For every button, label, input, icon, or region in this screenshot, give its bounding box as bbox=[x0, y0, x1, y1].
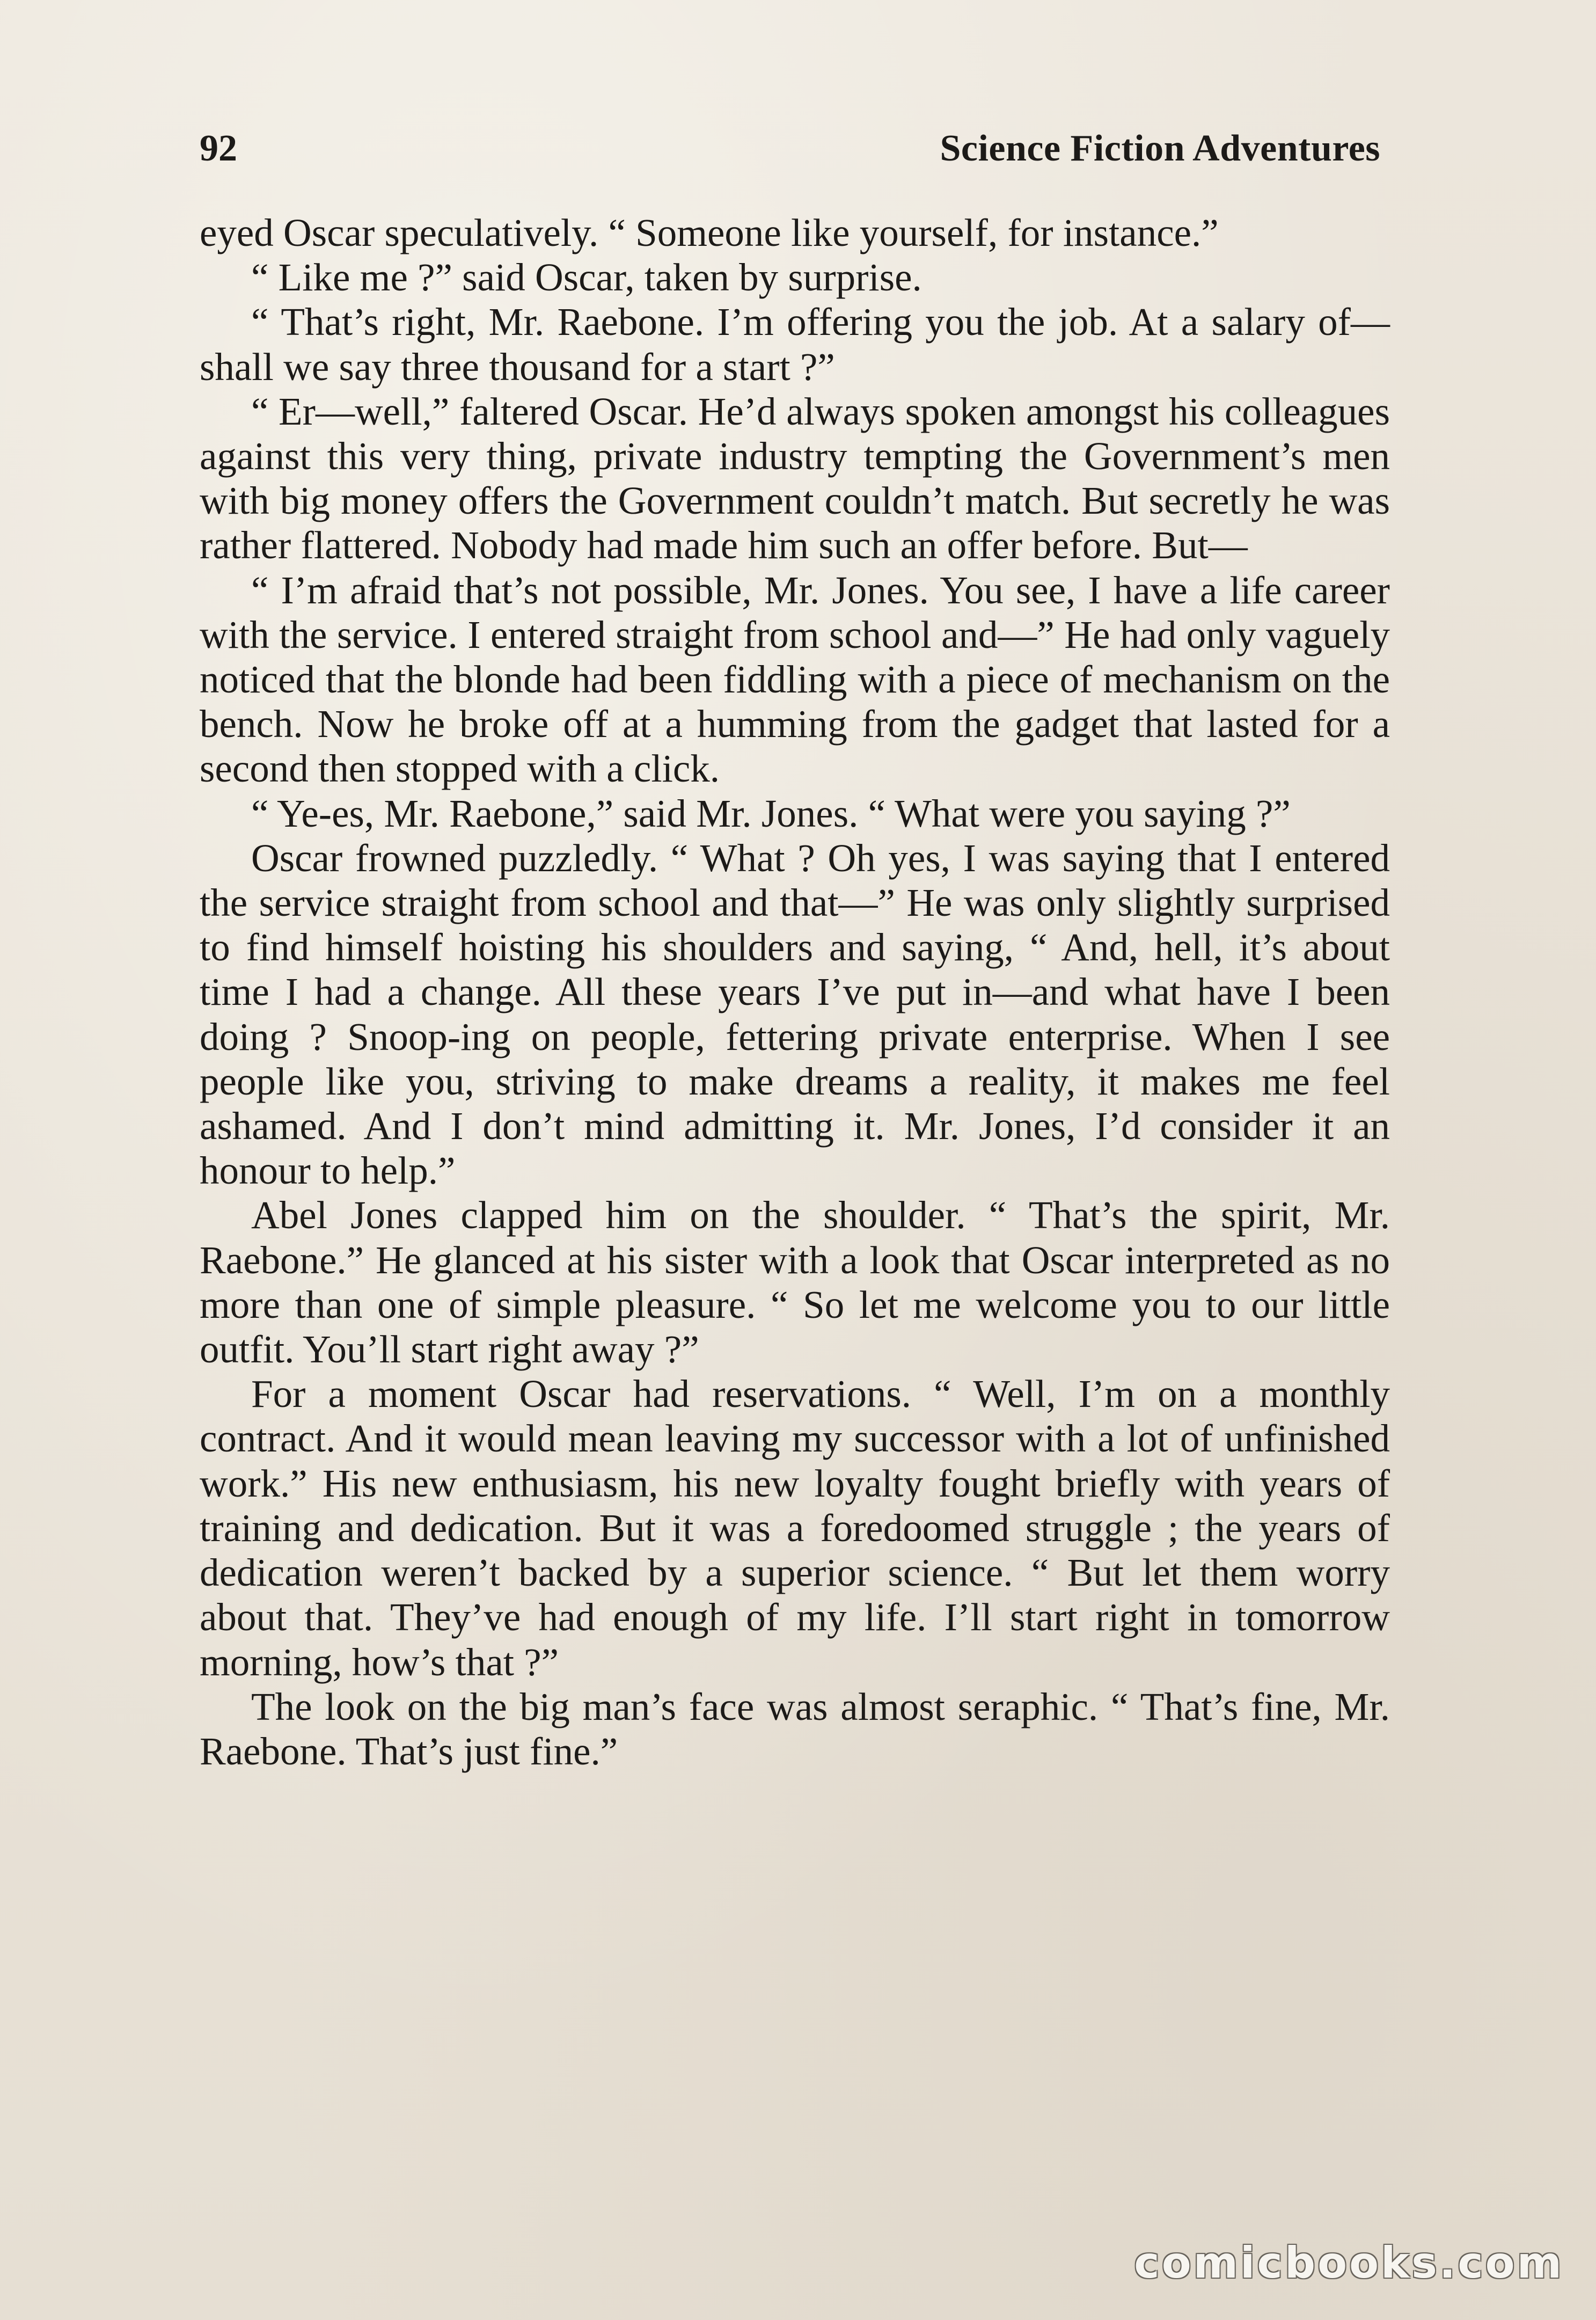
paragraph: “ Er—well,” faltered Oscar. He’d always spoken amongst his colleagues against this very thing, private industry tempting the Government’s men with big money offers the Government couldn’t match. But secretly he was rather flattered. Nobody had made him such an offer before. But— bbox=[200, 389, 1390, 567]
page-header bbox=[200, 125, 1380, 173]
story-text bbox=[200, 210, 1390, 1774]
paragraph: “ I’m afraid that’s not possible, Mr. Jones. You see, I have a life career with the service. I entered straight from school and—” He had only vaguely noticed that the blonde had been fiddling with a piece of mechanism on the bench. Now he broke off at a humming from the gadget that lasted for a second then stopped with a click. bbox=[200, 568, 1390, 791]
paragraph: The look on the big man’s face was almost seraphic. “ That’s fine, Mr. Raebone. That’s just fine.” bbox=[200, 1684, 1390, 1773]
page-number: 92 bbox=[200, 128, 237, 169]
watermark: comicbooks.com bbox=[1134, 2238, 1564, 2288]
paragraph: Oscar frowned puzzledly. “ What ? Oh yes, I was saying that I entered the service straight from school and that—” He was only slightly surprised to find himself hoisting his shoulders and saying, “ And, hell, it’s about time I had a change. All these years I’ve put in—and what have I been doing ? Snoop-ing on people, fettering private enterprise. When I see people like you, striving to make dreams a reality, it makes me feel ashamed. And I don’t mind admitting it. Mr. Jones, I’d consider it an honour to help.” bbox=[200, 836, 1390, 1193]
paragraph: “ Like me ?” said Oscar, taken by surprise. bbox=[251, 256, 922, 300]
paragraph: Abel Jones clapped him on the shoulder. “ That’s the spirit, Mr. Raebone.” He glanced at his sister with a look that Oscar interpreted as no more than one of simple pleasure. “ So let me welcome you to our little outfit. You’ll start right away ?” bbox=[200, 1193, 1390, 1371]
paragraph: eyed Oscar speculatively. “ Someone like yourself, for instance.” bbox=[200, 211, 1219, 254]
running-title: Science Fiction Adventures bbox=[940, 128, 1380, 169]
paragraph: For a moment Oscar had reservations. “ Well, I’m on a monthly contract. And it would mean leaving my successor with a lot of unfinished work.” His new enthusiasm, his new loyalty fought briefly with years of training and dedication. But it was a foredoomed struggle ; the years of dedication weren’t backed by a superior science. “ But let them worry about that. They’ve had enough of my life. I’ll start right in tomorrow morning, how’s that ?” bbox=[200, 1372, 1390, 1684]
paragraph: “ Ye-es, Mr. Raebone,” said Mr. Jones. “ What were you saying ?” bbox=[251, 791, 1291, 835]
paragraph: “ That’s right, Mr. Raebone. I’m offering you the job. At a salary of—shall we say three thousand for a start ?” bbox=[200, 300, 1390, 389]
